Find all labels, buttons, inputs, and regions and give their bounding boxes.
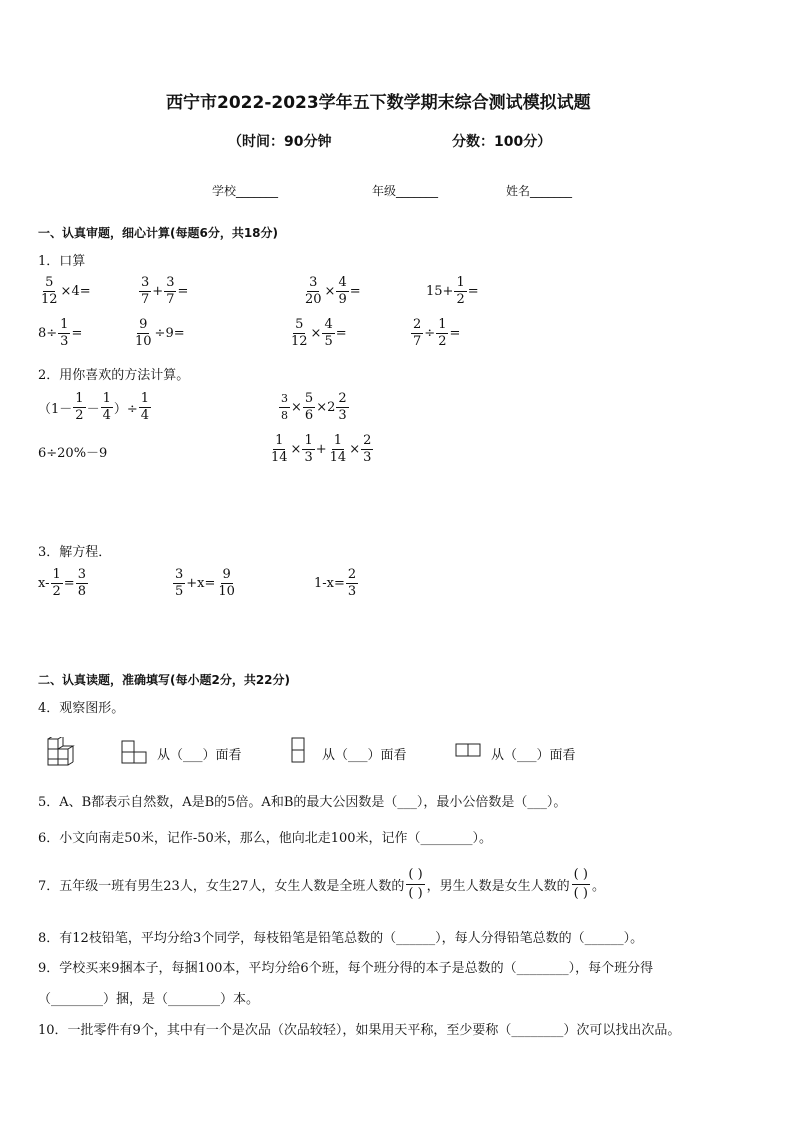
question-9-line-1: 9．学校买来9捆本子，每捆100本，平均分给6个班，每个班分得的本子是总数的（________），每个班分得 [38, 961, 654, 976]
question-6: 6．小文向南走50米，记作-50米，那么，他向北走100米，记作（________）。 [38, 831, 493, 846]
name-field: 姓名_______ [506, 184, 573, 198]
view-figure-1 [121, 740, 149, 764]
oral-calc-1: $\frac{5}{12}$ ×4= [41, 275, 91, 307]
calc-expression-3: 6÷20%－9 [38, 446, 108, 461]
question-5: 5．A、B都表示自然数，A是B的5倍。A和B的最大公因数是（___），最小公倍数是（___）。 [38, 795, 567, 810]
section-1-heading: 一、认真审题，细心计算(每题6分，共18分) [38, 226, 279, 240]
oral-calc-3: $\frac{3}{20}$ × $\frac{4}{9}$ = [305, 275, 361, 307]
view-figure-3 [455, 742, 483, 758]
oral-calc-7: $\frac{5}{12}$ × $\frac{4}{5}$ = [291, 317, 347, 349]
view-answer-3: 从（___）面看 [491, 748, 576, 763]
oral-calc-5: 8÷ $\frac{1}{3}$ = [38, 317, 83, 349]
cube-stack-figure [46, 737, 78, 767]
question-4-label: 4．观察图形。 [38, 701, 125, 716]
question-7: 7．五年级一班有男生23人，女生27人，女生人数是全班人数的 ( ) ( ) ，男生人数是女生人数的 ( ) ( ) 。 [38, 867, 605, 901]
question-1-label: 1．口算 [38, 254, 86, 269]
grade-field: 年级_______ [372, 184, 439, 198]
question-8: 8．有12枝铅笔，平均分给3个同学，每枝铅笔是铅笔总数的（______），每人分得铅笔总数的（______）。 [38, 931, 644, 946]
question-3-label: 3．解方程． [38, 545, 112, 560]
view-answer-1: 从（___）面看 [157, 748, 242, 763]
calc-expression-1: （1－ $\frac{1}{2}$ － $\frac{1}{4}$ ）÷ $\frac{1}{4}$ [38, 391, 150, 423]
page-title: 西宁市2022-2023学年五下数学期末综合测试模拟试题 [166, 93, 591, 113]
calc-expression-2: $\frac{3}{8}$ × $\frac{5}{6}$ ×2 $\frac{2}{3}$ [281, 391, 347, 423]
school-field: 学校_______ [212, 184, 279, 198]
equation-1: x- $\frac{1}{2}$ = $\frac{3}{8}$ [38, 567, 86, 599]
question-9-line-2: （________）捆，是（________）本。 [38, 992, 260, 1007]
view-answer-2: 从（___）面看 [322, 748, 407, 763]
exam-score: 分数：100分） [452, 134, 552, 150]
oral-calc-8: $\frac{2}{7}$ ÷ $\frac{1}{2}$ = [413, 317, 461, 349]
oral-calc-6: $\frac{9}{10}$ ÷9= [135, 317, 185, 349]
view-figure-2 [290, 737, 306, 763]
section-2-heading: 二、认真读题，准确填写(每小题2分，共22分) [38, 673, 291, 687]
calc-expression-4: $\frac{1}{14}$ × $\frac{1}{3}$ + $\frac{1}{14}$ × $\frac{2}{3}$ [271, 433, 372, 465]
question-2-label: 2．用你喜欢的方法计算。 [38, 368, 190, 383]
equation-2: $\frac{3}{5}$ +x= $\frac{9}{10}$ [175, 567, 235, 599]
oral-calc-4: 15+ $\frac{1}{2}$ = [426, 275, 479, 307]
question-10: 10．一批零件有9个，其中有一个是次品（次品较轻），如果用天平称，至少要称（________）次可以找出次品。 [38, 1023, 681, 1038]
equation-3: 1-x= $\frac{2}{3}$ [314, 567, 357, 599]
exam-time: （时间：90分钟 [228, 134, 332, 150]
oral-calc-2: $\frac{3}{7}$ + $\frac{3}{7}$ = [141, 275, 189, 307]
